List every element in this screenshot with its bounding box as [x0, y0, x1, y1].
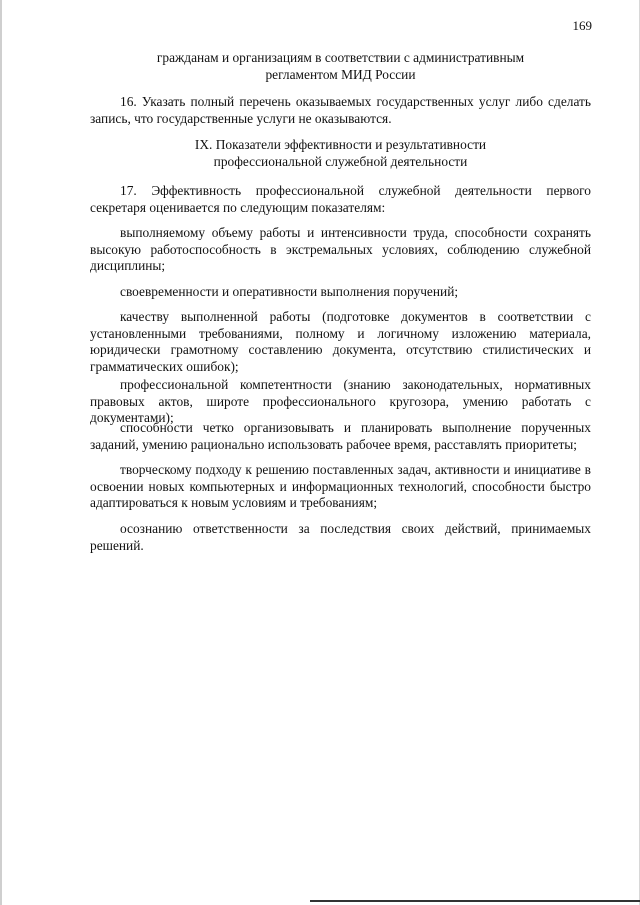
- intro-title-line-2: регламентом МИД России: [265, 66, 416, 82]
- paragraph-item-17: 17. Эффективность профессиональной служебной деятельности первого секретаря оценивается по следующим показателям:: [90, 183, 591, 215]
- indicator-item: своевременности и оперативности выполнения поручений;: [120, 284, 459, 299]
- intro-title-line-1: гражданам и организациям в соответствии с административным: [156, 50, 525, 65]
- page-number: 169: [572, 18, 592, 33]
- intro-title: [90, 50, 591, 83]
- section-heading: [90, 137, 591, 170]
- indicator-item: осознанию ответственности за последствия своих действий, принимаемых решений.: [90, 521, 591, 553]
- scan-edge-bottom: [310, 900, 640, 902]
- indicator-item: качеству выполненной работы (подготовке документов в соответствии с установленными требованиями, полному и логичному изложению материала, юридически грамотному составлению документа, отсутствию стилистических и грамматических ошибок);: [90, 309, 591, 374]
- indicator-item: способности четко организовывать и планировать выполнение порученных заданий, умению рационально использовать рабочее время, расставлять приоритеты;: [90, 420, 591, 452]
- paragraph-item-16: 16. Указать полный перечень оказываемых государственных услуг либо сделать запись, что государственные услуги не оказываются.: [90, 94, 591, 126]
- section-heading-line-2: профессиональной служебной деятельности: [213, 153, 468, 169]
- indicator-item: профессиональной компетентности (знанию законодательных, нормативных правовых актов, широте профессионального кругозора, умению работать с документами);: [90, 377, 591, 426]
- scan-edge-left: [0, 0, 2, 905]
- indicator-item: творческому подходу к решению поставленных задач, активности и инициативе в освоении новых компьютерных и информационных технологий, способности быстро адаптироваться к новым условиям и требованиям;: [90, 462, 591, 511]
- section-heading-line-1: IX. Показатели эффективности и результативности: [194, 137, 487, 152]
- indicator-item: выполняемому объему работы и интенсивности труда, способности сохранять высокую работоспособность в экстремальных условиях, соблюдению служебной дисциплины;: [90, 225, 591, 274]
